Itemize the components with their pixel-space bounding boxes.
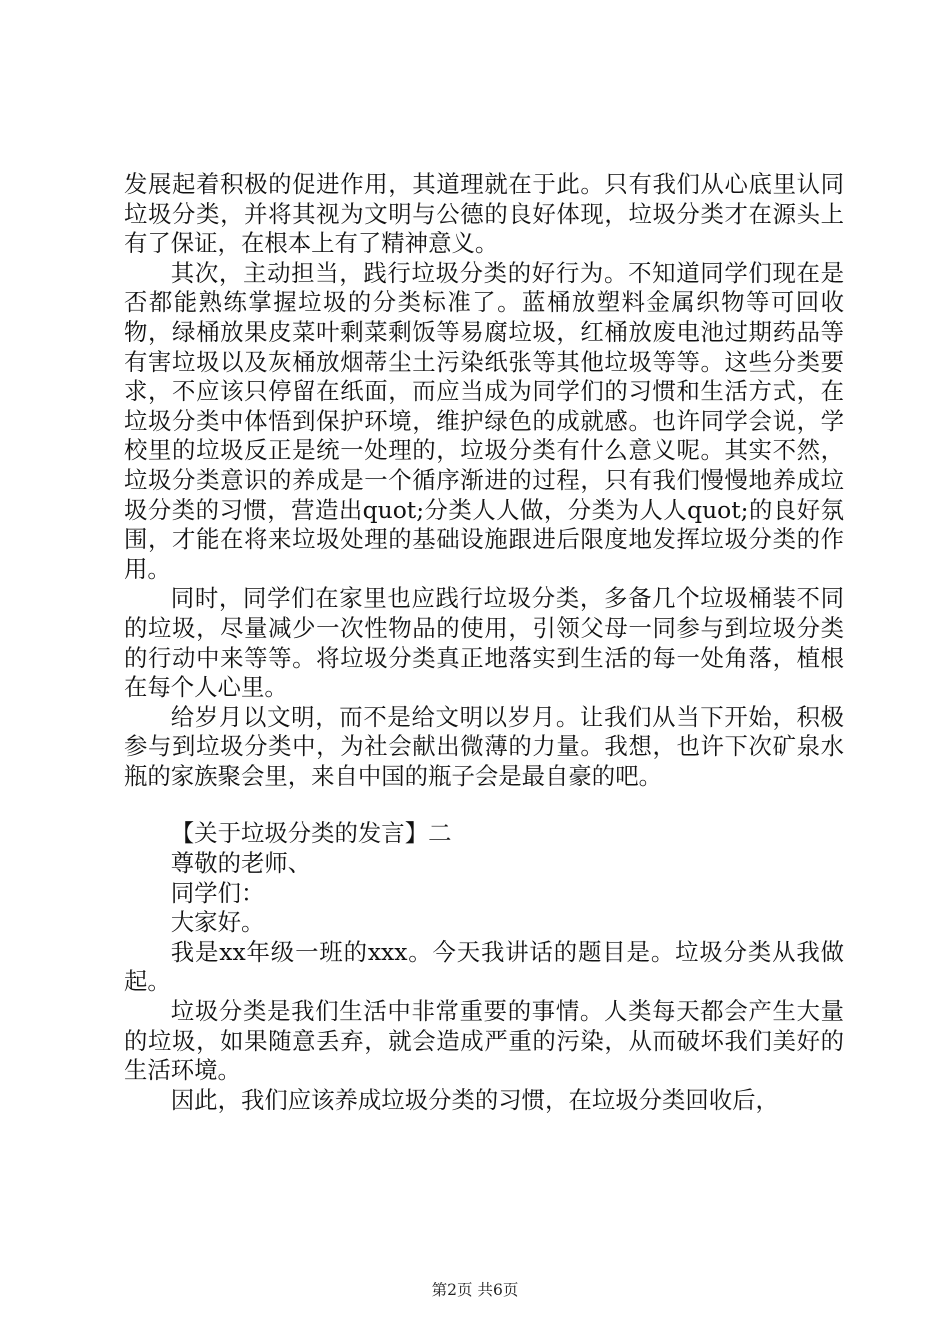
salutation-line: 尊敬的老师、 [170, 849, 312, 878]
document-body [124, 170, 844, 1115]
paragraph: 同时，同学们在家里也应践行垃圾分类，多备几个垃圾桶装不同的垃圾，尽量减少一次性物品的使用，引领父母一同参与到垃圾分类的行动中来等等。将垃圾分类真正地落实到生活的每一处角落，植根在每个人心里。 [124, 584, 844, 702]
paragraph: 因此，我们应该养成垃圾分类的习惯，在垃圾分类回收后， [170, 1085, 779, 1114]
section-gap [124, 791, 844, 819]
section-heading: 【关于垃圾分类的发言】二 [170, 819, 452, 848]
paragraph: 垃圾分类是我们生活中非常重要的事情。人类每天都会产生大量的垃圾，如果随意丢弃，就会造成严重的污染，从而破坏我们美好的生活环境。 [124, 997, 844, 1085]
page-number-footer: 第2页 共6页 [431, 1281, 519, 1299]
paragraph: 给岁月以文明，而不是给文明以岁月。让我们从当下开始，积极参与到垃圾分类中，为社会献出微薄的力量。我想，也许下次矿泉水瓶的家族聚会里，来自中国的瓶子会是最自豪的吧。 [124, 702, 844, 790]
salutation-line: 同学们： [170, 878, 265, 907]
paragraph: 我是xx年级一班的xxx。今天我讲话的题目是。垃圾分类从我做起。 [124, 937, 844, 996]
paragraph: 其次，主动担当，践行垃圾分类的好行为。不知道同学们现在是否都能熟练掌握垃圾的分类标准了。蓝桶放塑料金属织物等可回收物，绿桶放果皮菜叶剩菜剩饭等易腐垃圾，红桶放废电池过期药品等有害垃圾以及灰桶放烟蒂尘土污染纸张等其他垃圾等等。这些分类要求，不应该只停留在纸面，而应当成为同学们的习惯和生活方式，在垃圾分类中体悟到保护环境，维护绿色的成就感。也许同学会说，学校里的垃圾反正是统一处理的，垃圾分类有什么意义呢。其实不然，垃圾分类意识的养成是一个循序渐进的过程，只有我们慢慢地养成垃圾分类的习惯，营造出quot;分类人人做，分类为人人quot;的良好氛围，才能在将来垃圾处理的基础设施跟进后限度地发挥垃圾分类的作用。 [124, 258, 844, 583]
greeting-line: 大家好。 [170, 908, 265, 937]
paragraph: 发展起着积极的促进作用，其道理就在于此。只有我们从心底里认同垃圾分类，并将其视为文明与公德的良好体现，垃圾分类才在源头上有了保证，在根本上有了精神意义。 [124, 170, 844, 258]
